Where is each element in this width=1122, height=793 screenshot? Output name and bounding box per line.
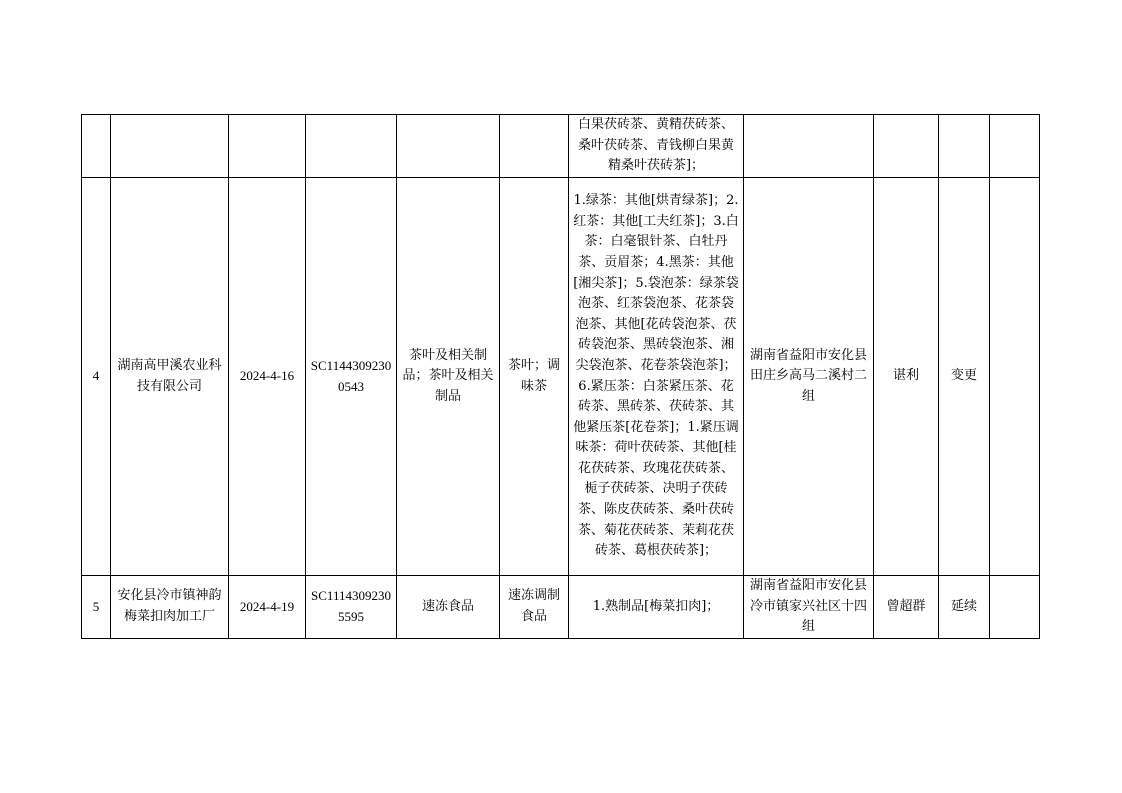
- cell-person: 曾超群: [874, 576, 939, 639]
- cell-date: 2024-4-16: [229, 178, 306, 576]
- cell-date: [229, 115, 306, 178]
- cell-address: 湖南省益阳市安化县田庄乡高马二溪村二组: [744, 178, 874, 576]
- cell-category: 茶叶及相关制品；茶叶及相关制品: [397, 178, 500, 576]
- cell-license: SC11443092300543: [306, 178, 397, 576]
- cell-type: 延续: [939, 576, 990, 639]
- table-row: [82, 576, 1040, 639]
- cell-company: 湖南高甲溪农业科技有限公司: [111, 178, 229, 576]
- license-table: [81, 114, 1040, 639]
- cell-remark: [990, 178, 1040, 576]
- cell-no: [82, 115, 111, 178]
- cell-person: 谌利: [874, 178, 939, 576]
- cell-type: 变更: [939, 178, 990, 576]
- cell-address: [744, 115, 874, 178]
- cell-license: [306, 115, 397, 178]
- cell-subcategory: 速冻调制食品: [500, 576, 569, 639]
- cell-scope: 1.熟制品[梅菜扣肉]；: [569, 576, 744, 639]
- cell-category: [397, 115, 500, 178]
- cell-remark: [990, 115, 1040, 178]
- cell-address: 湖南省益阳市安化县冷市镇家兴社区十四组: [744, 576, 874, 639]
- cell-remark: [990, 576, 1040, 639]
- cell-no: 4: [82, 178, 111, 576]
- cell-category: 速冻食品: [397, 576, 500, 639]
- cell-company: [111, 115, 229, 178]
- cell-type: [939, 115, 990, 178]
- cell-no: 5: [82, 576, 111, 639]
- cell-subcategory: 茶叶；调味茶: [500, 178, 569, 576]
- cell-person: [874, 115, 939, 178]
- cell-scope: 白果茯砖茶、黄精茯砖茶、桑叶茯砖茶、青钱柳白果黄精桑叶茯砖茶]；: [569, 115, 744, 178]
- cell-subcategory: [500, 115, 569, 178]
- cell-company: 安化县冷市镇神韵梅菜扣肉加工厂: [111, 576, 229, 639]
- cell-date: 2024-4-19: [229, 576, 306, 639]
- table-row: [82, 115, 1040, 178]
- table-row: [82, 178, 1040, 576]
- cell-license: SC11143092305595: [306, 576, 397, 639]
- cell-scope: 1.绿茶：其他[烘青绿茶]；2.红茶：其他[工夫红茶]；3.白茶：白毫银针茶、白牡丹茶、贡眉茶；4.黑茶：其他[湘尖茶]；5.袋泡茶：绿茶袋泡茶、红茶袋泡茶、花茶袋泡茶、其他[花砖袋泡茶、茯砖袋泡茶、黑砖袋泡茶、湘尖袋泡茶、花卷茶袋泡茶]；6.紧压茶：白茶紧压茶、花砖茶、黑砖茶、茯砖茶、其他紧压茶[花卷茶]；1.紧压调味茶：荷叶茯砖茶、其他[桂花茯砖茶、玫瑰花茯砖茶、栀子茯砖茶、决明子茯砖茶、陈皮茯砖茶、桑叶茯砖茶、菊花茯砖茶、茉莉花茯砖茶、葛根茯砖茶]；: [569, 178, 744, 576]
